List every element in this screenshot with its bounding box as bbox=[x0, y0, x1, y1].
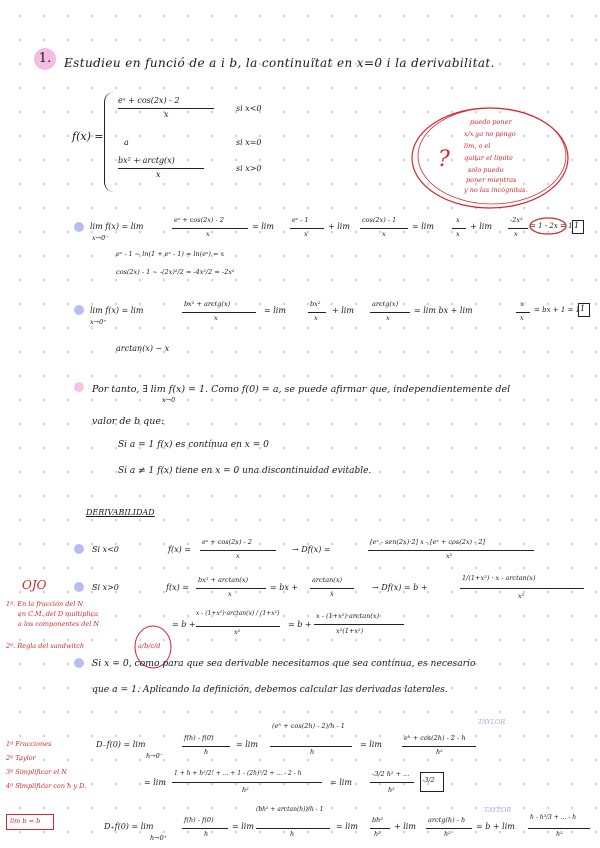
dplus-plus: + lim bbox=[394, 822, 416, 831]
dplus-g3-den: h² bbox=[374, 830, 381, 838]
left-limit-num: eˣ + cos(2x) - 2 bbox=[174, 216, 224, 224]
note-line-7: y no las incógnitas. bbox=[464, 186, 528, 194]
case3-denominator: x bbox=[156, 170, 161, 179]
right-limit-t3-num: x bbox=[520, 300, 524, 308]
dminus-l2-eq2: = lim bbox=[330, 778, 352, 787]
note-line-6: poner mientras bbox=[466, 176, 517, 184]
bullet-deriv-zero bbox=[74, 658, 84, 668]
dplus-eq2: = lim bbox=[336, 822, 358, 831]
deriv-right-num: bx² + arctan(x) bbox=[198, 576, 249, 584]
deriv-left-dnum: [eˣ - sen(2x)·2] x - [eˣ + cos(2x) - 2] bbox=[370, 538, 486, 546]
dminus-l2-num: 1 + h + h²/2! + ... + 1 - (2h)²/2 + ... - 2 - h bbox=[174, 770, 302, 777]
deriv-right-l3-frac bbox=[314, 624, 404, 625]
deriv-right-l2-den: x² bbox=[234, 628, 241, 636]
left-limit-result: = 1 - 2x = 1 bbox=[530, 222, 573, 230]
left-limit-t4-frac bbox=[508, 228, 528, 229]
deriv-right-den2: x bbox=[330, 590, 334, 598]
case1-condition: si x<0 bbox=[236, 104, 262, 113]
dplus-g4-num: arctg(h) - h bbox=[428, 816, 466, 824]
conclusion-case1: Si a = 1 f(x) es contínua en x = 0 bbox=[118, 440, 269, 450]
left-limit-t3-num: x bbox=[456, 216, 460, 224]
left-limit-t3-den: x bbox=[456, 230, 460, 238]
case3-condition: si x>0 bbox=[236, 164, 262, 173]
deriv-left-frac bbox=[200, 550, 276, 551]
right-limit-eq2: = lim bx + lim bbox=[414, 306, 473, 315]
conclusion-case2: Si a ≠ 1 f(x) tiene en x = 0 una discontinuidad evitable. bbox=[118, 466, 372, 476]
dminus-f2-num: (eʰ + cos(2h) - 2)/h - 1 bbox=[272, 722, 345, 730]
dminus-l2-num2: -3/2 h² + ... bbox=[372, 770, 410, 778]
left-limit-eq1: = lim bbox=[252, 222, 274, 231]
case2-value: a bbox=[124, 138, 129, 147]
case3-numerator: bx² + arctg(x) bbox=[118, 156, 175, 165]
function-name: f(x) = bbox=[72, 130, 104, 143]
dminus-l2-den: h² bbox=[242, 786, 249, 794]
right-limit-frac bbox=[182, 312, 256, 313]
left-limit-sub: x→0⁻ bbox=[92, 234, 109, 242]
case1-denominator: x bbox=[164, 110, 169, 119]
dplus-eq1: = lim bbox=[232, 822, 254, 831]
right-limit-result: = bx + 1 = 1 bbox=[534, 306, 581, 314]
deriv-left-arrow: → Df(x) = bbox=[292, 545, 331, 554]
deriv-right-dnum: 1/(1+x²) · x - arctan(x) bbox=[462, 574, 536, 582]
left-limit-eq2: = lim bbox=[412, 222, 434, 231]
dminus-f2-den: h bbox=[310, 748, 315, 756]
left-limit-den: x bbox=[206, 230, 210, 238]
steps-1: 1º Fracciones bbox=[6, 740, 52, 748]
dminus-sub: h→0⁻ bbox=[146, 752, 164, 760]
conclusion-line1: Por tanto, ∃ lim f(x) = 1. Como f(0) = a, se puede afirmar que, independientemente del bbox=[92, 384, 511, 395]
dplus-g5-frac bbox=[528, 828, 590, 829]
dminus-l2-den2: h² bbox=[388, 786, 395, 794]
dplus-g1-den: h bbox=[204, 830, 209, 838]
dminus-f3-frac bbox=[402, 746, 476, 747]
taylor-label-1: TAYLOR bbox=[478, 718, 506, 726]
problem-number bbox=[34, 48, 56, 70]
left-limit-plus2: + lim bbox=[470, 222, 492, 231]
problem-number-text: 1. bbox=[38, 51, 52, 66]
dminus-eq1: = lim bbox=[236, 740, 258, 749]
dplus-g1-num: f(h) - f(0) bbox=[184, 816, 214, 824]
side-note-1c: a los componentes del N bbox=[18, 620, 100, 628]
dminus-l2-frac bbox=[172, 782, 322, 783]
left-limit-frac bbox=[172, 228, 248, 229]
dplus-g4-den: h² bbox=[444, 830, 451, 838]
right-limit-t2-num: arctg(x) bbox=[372, 300, 399, 308]
right-limit-t1-frac bbox=[308, 312, 326, 313]
conclusion-sub: x→0 bbox=[162, 396, 176, 404]
deriv-left-f: f(x) = bbox=[168, 545, 191, 554]
deriv-zero-line1: Si x = 0, como para que sea derivable necesitamos que sea contínua, es necesario bbox=[92, 658, 476, 669]
bullet-conclusion bbox=[74, 382, 84, 392]
dminus-f1-den: h bbox=[204, 748, 209, 756]
deriv-left-dden: x² bbox=[446, 552, 453, 560]
dminus-f1-num: f(h) - f(0) bbox=[184, 734, 214, 742]
sandwich-fraction: a/b/c/d bbox=[138, 642, 161, 650]
dplus-g4-frac bbox=[426, 828, 472, 829]
right-limit-t2-frac bbox=[370, 312, 410, 313]
side-note-1a: 1º. En la fracción del N bbox=[6, 600, 84, 608]
deriv-right-dden: x² bbox=[518, 592, 525, 600]
bullet-deriv-left bbox=[74, 544, 84, 554]
right-limit-den: x bbox=[214, 314, 218, 322]
dminus-f1-frac bbox=[182, 746, 230, 747]
note-line-4: quitar el límite bbox=[464, 154, 513, 162]
dplus-g1-frac bbox=[182, 828, 228, 829]
deriv-right-f: f(x) = bbox=[166, 583, 189, 592]
dplus-sub: h→0⁺ bbox=[150, 834, 168, 842]
left-limit-t1-num: eˣ - 1 bbox=[292, 216, 309, 224]
dplus-g3-frac bbox=[370, 828, 390, 829]
dplus-g2-num: (bh² + arctan(h))/h - 1 bbox=[256, 806, 324, 813]
note-line-1: puedo poner bbox=[470, 118, 512, 126]
case3-fraction-line bbox=[118, 168, 204, 169]
piecewise-brace bbox=[104, 92, 115, 192]
deriv-right-num2: arctan(x) bbox=[312, 576, 343, 584]
dplus-g3-num: bh² bbox=[372, 816, 383, 824]
steps-2: 2º Taylor bbox=[6, 754, 36, 762]
right-limit-t1-num: bx² bbox=[310, 300, 321, 308]
left-limit-s2: cos(2x) - 1 ~ -(2x)²/2 = -4x²/2 = -2x² bbox=[116, 268, 235, 276]
left-limit-t1-den: x bbox=[304, 230, 308, 238]
side-note-2: 2º. Regla del sandwitch bbox=[6, 642, 85, 650]
dplus-g2-den: h bbox=[290, 830, 295, 838]
left-limit-t4-den: x bbox=[514, 230, 518, 238]
left-limit-t3-frac bbox=[452, 228, 466, 229]
steps-4: 4º Simplificar con h y D. bbox=[6, 782, 87, 790]
svg-text:?: ? bbox=[438, 147, 450, 172]
taylor-label-2: TAYLOR bbox=[484, 806, 512, 814]
right-limit-box-value: 1 bbox=[580, 304, 586, 313]
deriv-right-l2-num: x - (1+x²)·arctan(x) / (1+x²) bbox=[196, 610, 280, 617]
derivability-heading: DERIVABILIDAD bbox=[86, 508, 155, 517]
right-limit-sub: x→0⁺ bbox=[90, 318, 107, 326]
steps-3: 3º Simplificar el N bbox=[6, 768, 67, 776]
bullet-left-limit bbox=[74, 222, 84, 232]
dplus-g5-den: h² bbox=[556, 830, 563, 838]
right-limit-plus: + lim bbox=[332, 306, 354, 315]
ojo-label: OJO bbox=[22, 578, 47, 592]
deriv-right-eq: = bx + bbox=[270, 583, 299, 592]
right-limit-t3-frac bbox=[516, 312, 530, 313]
case1-numerator: eˣ + cos(2x) - 2 bbox=[118, 96, 180, 105]
bullet-deriv-right bbox=[74, 582, 84, 592]
dplus-lhs: D₊f(0) = lim bbox=[104, 822, 154, 831]
deriv-zero-line2: que a = 1. Aplicando la definición, debemos calcular las derivadas laterales. bbox=[92, 684, 448, 695]
note-line-5: solo puedo bbox=[468, 166, 504, 174]
dminus-lhs: D₋f(0) = lim bbox=[96, 740, 146, 749]
deriv-right-l2: = b + bbox=[172, 620, 196, 629]
conclusion-line2: valor de b que: bbox=[92, 416, 165, 427]
deriv-left-den: x bbox=[236, 552, 240, 560]
deriv-right-frac2 bbox=[310, 588, 354, 589]
deriv-left-cond: Si x<0 bbox=[92, 545, 119, 554]
case2-condition: si x=0 bbox=[236, 138, 262, 147]
right-limit-t3-den: x bbox=[520, 314, 524, 322]
case1-fraction-line bbox=[118, 108, 214, 109]
left-limit-t4-num: -2x² bbox=[510, 216, 523, 224]
left-limit-lhs: lim f(x) = lim bbox=[90, 222, 144, 231]
bullet-right-limit bbox=[74, 305, 84, 315]
left-limit-plus: + lim bbox=[328, 222, 350, 231]
left-limit-t1-frac bbox=[290, 228, 324, 229]
dminus-eq2: = lim bbox=[360, 740, 382, 749]
left-limit-t2-frac bbox=[360, 228, 408, 229]
problem-title: Estudieu en funció de a i b, la continuïtat en x=0 i la derivabilitat. bbox=[64, 56, 495, 70]
dminus-f3-num: eʰ + cos(2h) - 2 - h bbox=[404, 734, 466, 742]
deriv-left-dfrac bbox=[368, 550, 534, 551]
dminus-f2-frac bbox=[270, 746, 352, 747]
note-line-2: x/x ya no pongo bbox=[464, 130, 516, 138]
deriv-right-cond: Si x>0 bbox=[92, 583, 119, 592]
right-limit-eq1: = lim bbox=[264, 306, 286, 315]
right-limit-num: bx² + arctg(x) bbox=[184, 300, 231, 308]
deriv-right-arrow: → Df(x) = b + bbox=[372, 583, 428, 592]
deriv-right-frac bbox=[196, 588, 266, 589]
left-limit-box-value: 1 bbox=[574, 221, 580, 230]
right-limit-t1-den: x bbox=[314, 314, 318, 322]
dminus-l2-eq: = lim bbox=[144, 778, 166, 787]
right-limit-s1: arctan(x) ~ x bbox=[116, 344, 170, 353]
dminus-result: -3/2 bbox=[422, 776, 435, 784]
dminus-l2-frac2 bbox=[370, 782, 414, 783]
deriv-right-l2-eq: = b + bbox=[288, 620, 312, 629]
dplus-g2-frac bbox=[256, 828, 330, 829]
lim-b-text: lim b = b bbox=[10, 817, 41, 825]
deriv-left-num: eˣ + cos(2x) - 2 bbox=[202, 538, 252, 546]
deriv-right-den: x bbox=[228, 590, 232, 598]
deriv-right-dfrac bbox=[460, 588, 584, 589]
dminus-f3-den: h² bbox=[436, 748, 443, 756]
right-limit-t2-den: x bbox=[386, 314, 390, 322]
left-limit-s1: eˣ - 1 ~ ln(1 + eˣ - 1) = ln(eˣ) = x bbox=[116, 250, 225, 258]
deriv-right-l2-frac bbox=[196, 626, 280, 627]
deriv-right-l3-den: x²(1+x²) bbox=[336, 627, 364, 635]
side-note-1b: en C.M. del D multiplica bbox=[18, 610, 99, 618]
left-limit-t2-num: cos(2x) - 1 bbox=[362, 216, 397, 224]
note-line-3: lim, o el bbox=[464, 142, 491, 150]
dplus-g5-num: h - h³/3 + ... - h bbox=[530, 814, 577, 821]
dplus-eq3: = b + lim bbox=[476, 822, 515, 831]
right-limit-lhs: lim f(x) = lim bbox=[90, 306, 144, 315]
deriv-right-l3-num: x - (1+x²)·arctan(x) bbox=[316, 612, 380, 620]
left-limit-t2-den: x bbox=[382, 230, 386, 238]
